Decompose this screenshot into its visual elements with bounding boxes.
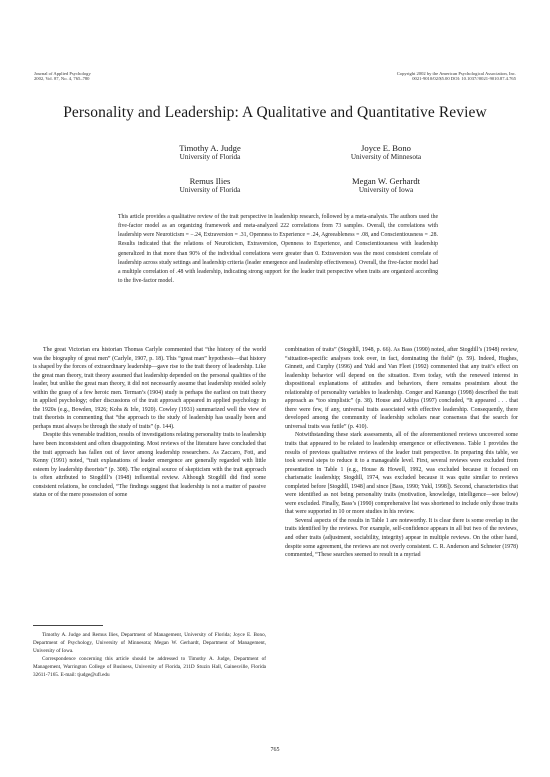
- author-affiliation: University of Florida: [179, 153, 241, 161]
- author-affiliation: University of Iowa: [358, 186, 414, 194]
- doi-line: 0021-9010/02/$5.00 DOI: 10.1037//0021-9010.87.4.765: [412, 76, 516, 82]
- body-paragraph: Despite this venerable tradition, results of investigations relating personality traits to leadership have been inconsistent and often disappointing. Most reviews of the literature have concluded that the trait approach has fallen out of favor among leadership researchers. As Zaccaro, Foti, and Kenny (1991) noted, “trait explanations of leader emergence are generally regarded with little esteem by leadership theorists” (p. 308). The original source of skepticism with the trait approach is often attributed to Stogdill’s (1948) influential review. Although Stogdill did find some consistent relations, he concluded, “The findings suggest that leadership is not a matter of passive status or of the mere possession of some: [33, 432, 266, 499]
- author-affiliation: University of Minnesota: [350, 153, 422, 161]
- journal-name: Journal of Applied Psychology: [34, 71, 91, 76]
- footnotes: [33, 631, 266, 680]
- body-paragraph: Notwithstanding these stark assessments, all of the aforementioned reviews uncovered some traits that appeared to be related to leadership emergence or effectiveness. Table 1 provides the results of previous qualitative reviews of the leader trait perspective. In preparing this table, we took several steps to reduce it to a manageable level. First, several reviews were excluded from presentation in Table 1 (e.g., House & Howell, 1992, was excluded because it focused on charismatic leadership; Stogdill, 1974, was excluded because it was quite similar to reviews completed before [Stogdill, 1948] and since [Bass, 1990; Yukl, 1998]). Second, characteristics that were identified as not being personality traits (motivation, knowledge, intelligence—see below) were excluded. Finally, Bass’s (1990) comprehensive list was shortened to include only those traits that were supported in 10 or more studies in his review.: [285, 432, 518, 516]
- body-column-left: [33, 346, 266, 500]
- body-column-right: [285, 346, 518, 560]
- copyright-line: Copyright 2002 by the American Psychological Association, Inc.: [396, 71, 516, 76]
- author-block: [110, 143, 310, 162]
- copyright-header: [397, 71, 516, 82]
- author-affiliation: University of Florida: [179, 186, 241, 194]
- author-name: Joyce E. Bono: [361, 143, 411, 153]
- article-title: Personality and Leadership: A Qualitative and Quantitative Review: [63, 104, 487, 121]
- author-block: [286, 176, 486, 195]
- journal-header: [34, 71, 91, 82]
- author-name: Remus Ilies: [189, 176, 231, 186]
- page-number: 765: [270, 747, 280, 753]
- correspondence-note: Correspondence concerning this article should be addressed to Timothy A. Judge, Department of Management, Warrington College of Business, University of Florida, 211D Stuzin Hall, Gainesville, Florida 32611-7165. E-mail: tjudge@ufl.edu: [33, 656, 266, 679]
- abstract: This article provides a qualitative review of the trait perspective in leadership research, followed by a meta-analysis. The authors used the five-factor model as an organizing framework and meta-analyzed 222 correlations from 73 samples. Overall, the correlations with leadership were Neuroticism = −.24, Extraversion = .31, Openness to Experience = .24, Agreeableness = .08, and Conscientiousness = .28. Results indicated that the relations of Neuroticism, Extraversion, Openness to Experience, and Conscientiousness with leadership generalized in that more than 90% of the individual correlations were greater than 0. Extraversion was the most consistent correlate of leadership across study settings and leadership criteria (leader emergence and leadership effectiveness). Overall, the five-factor model had a multiple correlation of .48 with leadership, indicating strong support for the leader trait perspective when traits are organized according to the five-factor model.: [118, 214, 438, 285]
- body-paragraph: combination of traits” (Stogdill, 1948, p. 66). As Bass (1990) noted, after Stogdill’s (1948) review, “situation-specific analyses took over, in fact, dominating the field” (p. 59). Indeed, Hughes, Ginnett, and Curphy (1996) and Yukl and Van Fleet (1992) commented that any trait’s effect on leadership behavior will depend on the situation. Even today, with the renewed interest in dispositional explanations of attitudes and behaviors, there remains pessimism about the relationship of personality variables to leadership. Conger and Kanungo (1998) described the trait approach as “too simplistic” (p. 38). House and Aditya (1997) concluded, “It appeared . . . that there were few, if any, universal traits associated with effective leadership. Consequently, there developed among the community of leadership scholars near consensus that the search for universal traits was futile” (p. 410).: [285, 347, 518, 430]
- footnote-divider: [33, 625, 103, 626]
- author-block: [286, 143, 486, 162]
- author-name: Timothy A. Judge: [179, 143, 241, 153]
- journal-volume: 2002, Vol. 87, No. 4, 765–780: [34, 76, 90, 82]
- author-name: Megan W. Gerhardt: [351, 176, 420, 186]
- author-note: Timothy A. Judge and Remus Ilies, Department of Management, University of Florida; Joyce E. Bono, Department of Psychology, University of Minnesota; Megan W. Gerhardt, Department of Management, University of Iowa.: [33, 632, 266, 655]
- body-paragraph: The great Victorian era historian Thomas Carlyle commented that “the history of the world was the biography of great men” (Carlyle, 1907, p. 18). This “great man” hypothesis—that history is shaped by the forces of extraordinary leadership—gave rise to the trait theory of leadership. Like the great man theory, trait theory assumed that leadership depended on the personal qualities of the leader, but unlike the great man theory, it did not necessarily assume that leadership resided solely within the grasp of a few heroic men. Terman’s (1904) study is perhaps the earliest on trait theory in applied psychology; other discussions of the trait approach appeared in applied psychology in the 1920s (e.g., Bowden, 1926; Kohs & Irle, 1920). Cowley (1931) summarized well the view of trait theorists in commenting that “the approach to the study of leadership has usually been and perhaps must always be through the study of traits” (p. 144).: [33, 347, 266, 430]
- author-block: [110, 176, 310, 195]
- body-paragraph: Several aspects of the results in Table 1 are noteworthy. It is clear there is some overlap in the traits identified by the reviews. For example, self-confidence appears in all but two of the reviews, and other traits (adjustment, sociability, integrity) appear in multiple reviews. On the other hand, despite some agreement, the reviews are not overly consistent. C. R. Anderson and Schneier (1978) commented, “These searches seemed to result in a myriad: [285, 517, 518, 559]
